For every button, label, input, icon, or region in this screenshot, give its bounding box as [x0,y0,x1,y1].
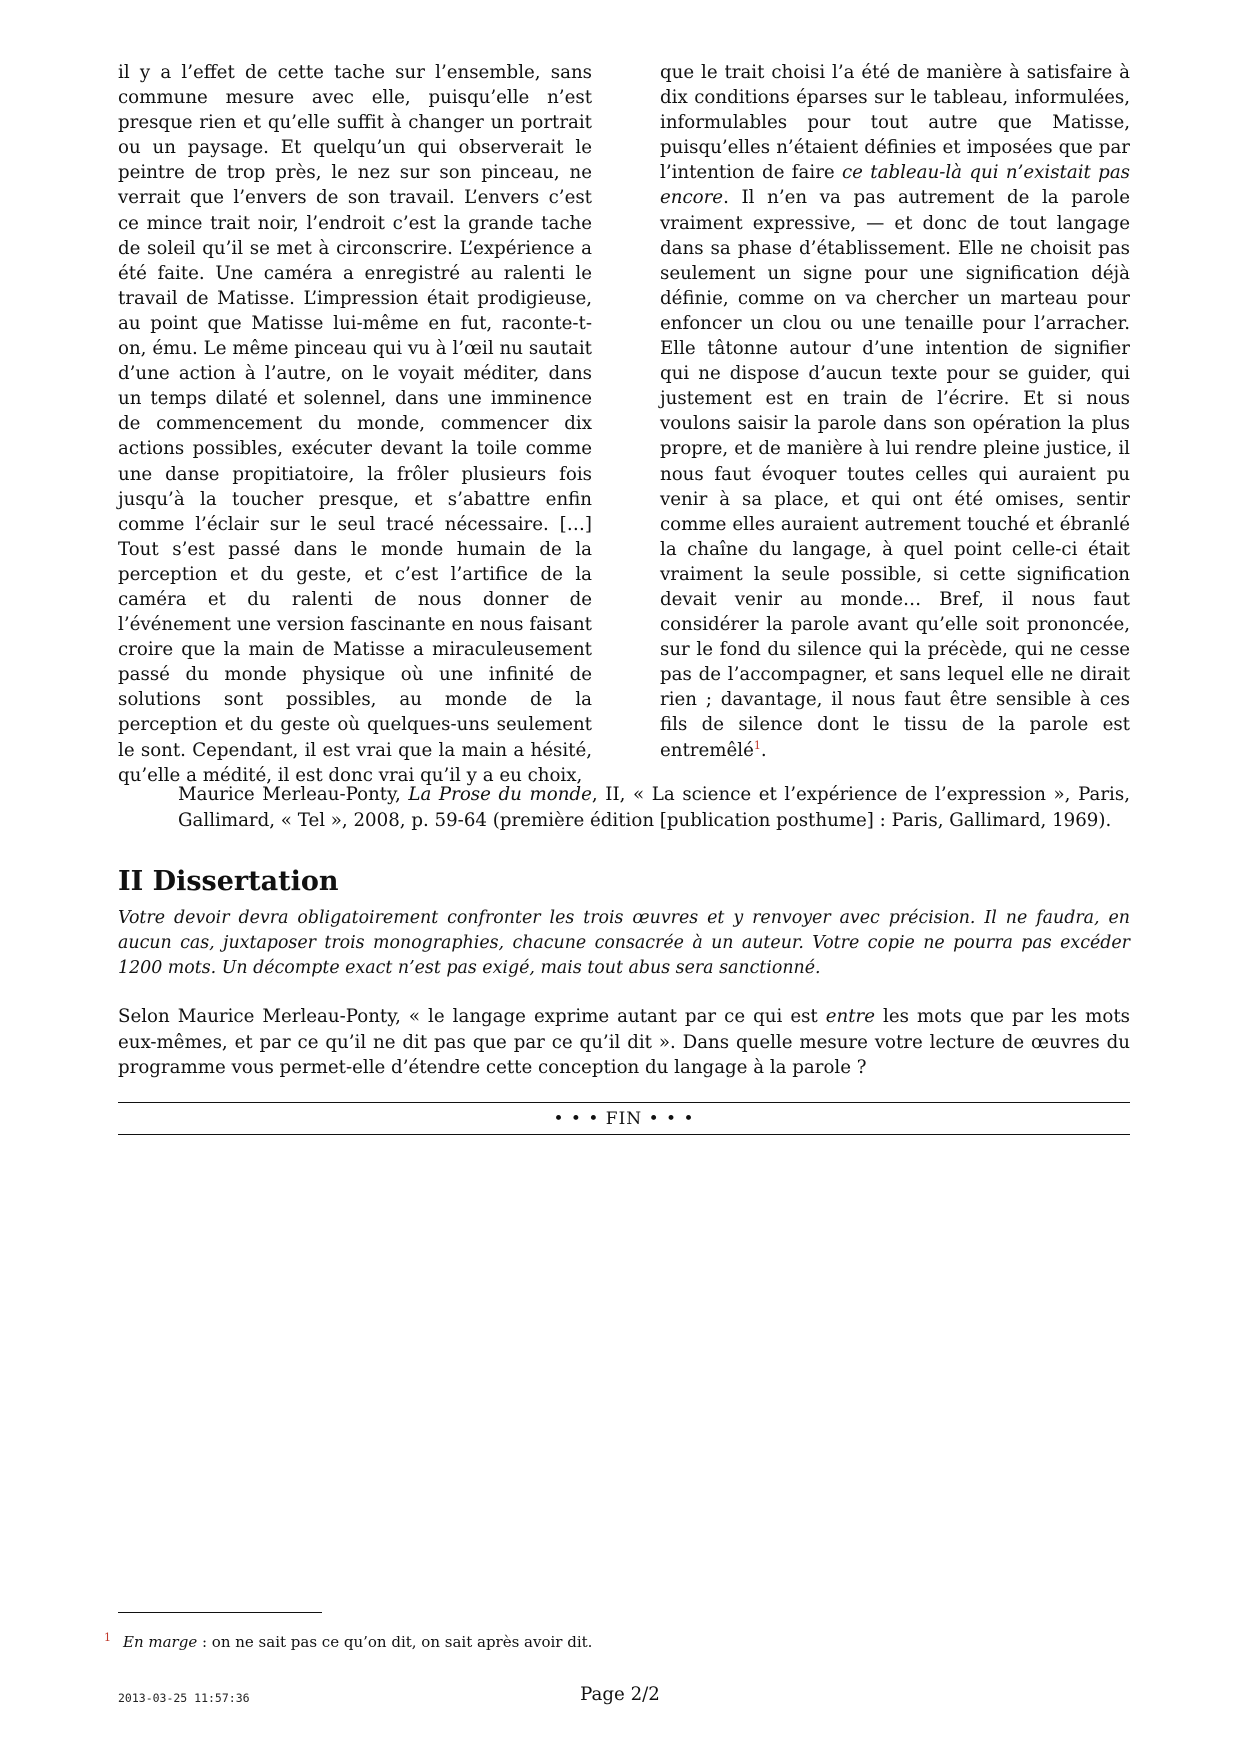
right-column-paragraph: que le trait choisi l’a été de manière à satisfaire à dix conditions éparses sur le tableau, informulées, informulables pour tout autre que Matisse, puisqu’elles n’étaient définies et imposées que par l’intention de faire ce tableau-là qui n’existait pas encore. Il n’en va pas autrement de la parole vraiment expressive, — et donc de tout langage dans sa phase d’établissement. Elle ne choisit pas seulement un signe pour une signification déjà définie, comme on va chercher un marteau pour enfoncer un clou ou une tenaille pour l’arracher. Elle tâtonne autour d’une intention de signifier qui ne dispose d’aucun texte pour se guider, qui justement est en train de l’écrire. Et si nous voulons saisir la parole dans son opération la plus propre, et de manière à lui rendre pleine justice, il nous faut évoquer toutes celles qui auraient pu venir à sa place, et qui ont été omises, sentir comme elles auraient autrement touché et ébranlé la chaîne du langage, à quel point celle-ci était vraiment la seule possible, si cette signification devait venir au monde… Bref, il nous faut considérer la parole avant qu’elle soit prononcée, sur le fond du silence qui la précède, qui ne cesse pas de l’accompagner, et sans lequel elle ne dirait rien ; davantage, il nous faut être sensible à ces fils de silence dont le tissu de la parole est entremêlé$^1$. [660,62,1130,761]
dissertation-subject [118,1004,1130,1081]
footnote-label: En marge [123,1633,198,1651]
left-column-paragraph: il y a l’effet de cette tache sur l’ensemble, sans commune mesure avec elle, puisqu’elle n’est presque rien et qu’elle suffit à changer un portrait ou un paysage. Et quelqu’un qui observerait le peintre de trop près, le nez sur son pinceau, ne verrait que l’envers de son travail. L’envers c’est ce mince trait noir, l’endroit c’est la grande tache de soleil qu’il se met à circonscrire. L’expérience a été faite. Une caméra a enregistré au ralenti le travail de Matisse. L’impression était prodigieuse, au point que Matisse lui-même en fut, raconte-t-on, ému. Le même pinceau qui vu à l’œil nu sautait d’une action à l’autre, on le voyait méditer, dans un temps dilaté et solennel, dans une imminence de commencement du monde, commencer dix actions possibles, exécuter devant la toile comme une danse propitiatoire, la frôler plusieurs fois jusqu’à la toucher presque, et s’abattre enfin comme l’éclair sur le seul tracé nécessaire. […] Tout s’est passé dans le monde humain de la perception et du geste, et c’est l’artifice de la caméra et du ralenti de nous donner de l’événement une version fascinante en nous faisant croire que la main de Matisse a miraculeusement passé du monde physique où une infinité de solutions sont possibles, au monde de la perception et du geste où quelques-uns seulement le sont. Cependant, il est vrai que la main a hésité, qu’elle a médité, il est donc vrai qu’il y a eu choix, [118,62,592,786]
footnote-number: 1 [104,1631,111,1644]
footnote [104,1628,592,1652]
right-text-emphasis: ce tableau-là qui n’existait pas encore [660,162,1130,209]
citation-details: , II, « La science et l’expérience de l’expression », Paris, Gallimard, « Tel », 2008, p. 59-64 (première édition [publication posthume] : Paris, Gallimard, 1969). [178,784,1130,831]
footnote-separator [118,1612,322,1613]
divider-top [118,1102,1130,1103]
footnote-reference[interactable]: 1 [753,738,761,752]
subject-part-2: les mots que par les mots eux-mêmes, et par ce qu’il ne dit pas que par ce qu’il dit ». Dans quelle mesure votre lecture de œuvres du programme vous permet-elle d’étendre cette conception du langage à la parole ? [118,1006,1130,1078]
subject-part-1: Selon Maurice Merleau-Ponty, « le langage exprime autant par ce qui est [118,1006,826,1027]
citation-author: Maurice Merleau-Ponty, [178,784,409,806]
source-citation [178,782,1130,833]
divider-bottom [118,1134,1130,1135]
page-number: Page 2/2 [580,1684,660,1705]
end-marker: • • • FIN • • • [553,1109,695,1129]
instructions-text: Votre devoir devra obligatoirement confronter les trois œuvres et y renvoyer avec précision. Il ne faudra, en aucun cas, juxtaposer trois monographies, chacune consacrée à un auteur. Votre copie ne pourra pas excéder 1200 mots. Un décompte exact n’est pas exigé, mais tout abus sera sanctionné. [118,908,1130,978]
footnote-text: : on ne sait pas ce qu’on dit, on sait après avoir dit. [197,1633,593,1651]
right-text-part-1: que le trait choisi l’a été de manière à satisfaire à dix conditions éparses sur le tableau, informulées, informulables pour tout autre que Matisse, puisqu’elles n’étaient définies et imposées que par l’intention de faire [660,62,1130,184]
text-column-left [118,60,592,788]
section-heading: II Dissertation [118,866,339,897]
citation-title: La Prose du monde [408,784,592,806]
footer-timestamp: 2013-03-25 11:57:36 [118,1691,250,1705]
subject-emphasis: entre [825,1006,876,1027]
text-column-right [660,60,1130,763]
right-text-part-2: . Il n’en va pas autrement de la parole vraiment expressive, — et donc de tout langage dans sa phase d’établissement. Elle ne choisit pas seulement un signe pour une signification déjà définie, comme on va chercher un marteau pour enfoncer un clou ou une tenaille pour l’arracher. Elle tâtonne autour d’une intention de signifier qui ne dispose d’aucun texte pour se guider, qui justement est en train de l’écrire. Et si nous voulons saisir la parole dans son opération la plus propre, et de manière à lui rendre pleine justice, il nous faut évoquer toutes celles qui auraient pu venir à sa place, et qui ont été omises, sentir comme elles auraient autrement touché et ébranlé la chaîne du langage, à quel point celle-ci était vraiment la seule possible, si cette signification devait venir au monde… Bref, il nous faut considérer la parole avant qu’elle soit prononcée, sur le fond du silence qui la précède, qui ne cesse pas de l’accompagner, et sans lequel elle ne dirait rien ; davantage, il nous faut être sensible à ces fils de silence dont le tissu de la parole est entremêlé [660,187,1130,761]
